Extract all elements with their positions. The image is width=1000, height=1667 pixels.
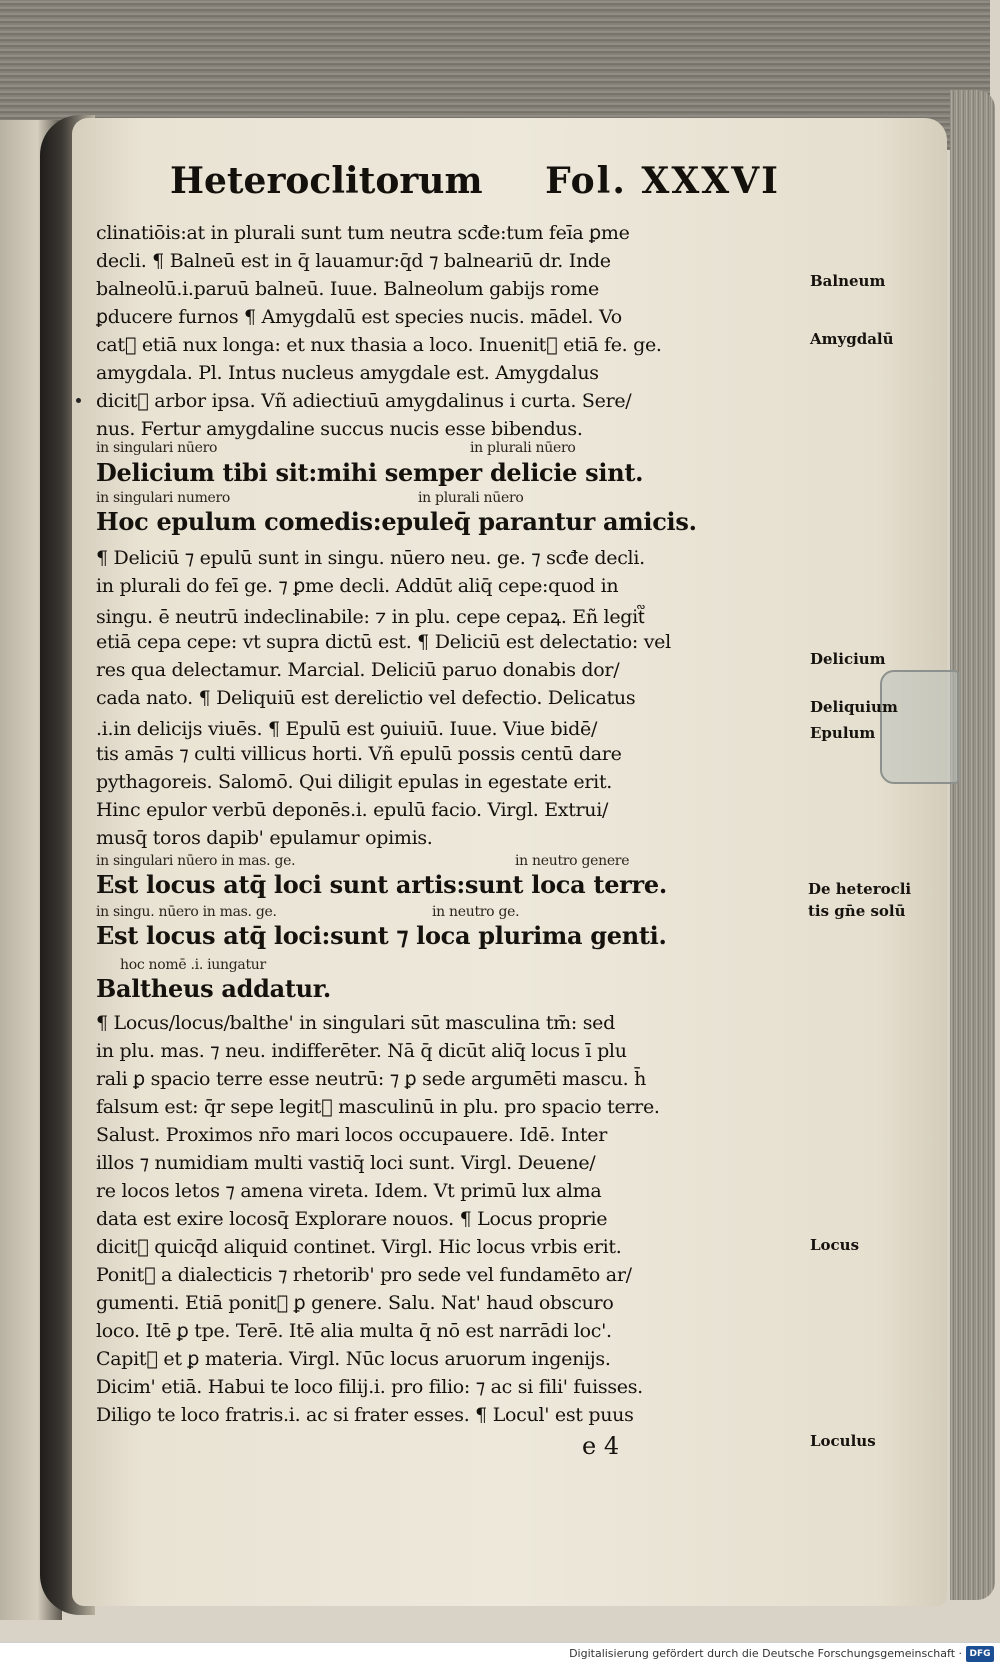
page-clip — [880, 670, 959, 784]
interlinear-gloss: in neutro genere — [515, 853, 630, 869]
text-line: in plu. mas. ⁊ neu. indifferēter. Nā q̄ dicūt aliq̄ locus ī plu — [96, 1040, 627, 1062]
header-title: Heteroclitorum — [170, 160, 483, 202]
margin-note-delicium: Delicium — [810, 650, 886, 668]
verse-line: Hoc epulum comedis:epuleq̄ parantur amicis. — [96, 507, 697, 536]
running-header — [170, 160, 780, 220]
text-line: pythagoreis. Salomō. Qui diligit epulas in egestate erit. — [96, 771, 613, 793]
page-edges-right — [950, 90, 995, 1600]
dfg-logo: DFG — [966, 1646, 994, 1662]
text-line: loco. Itē ꝑ tpe. Terē. Itē alia multa q̄ nō est narrādi loc'. — [96, 1320, 612, 1342]
text-line: illos ⁊ numidiam multi vastiq̄ loci sunt. Virgl. Deuene/ — [96, 1152, 596, 1174]
text-line: clinatiōis:at in plurali sunt tum neutra scđe:tum feīa ꝑme — [96, 222, 630, 244]
margin-note-amygdalum: Amygdalū — [810, 330, 894, 348]
text-line: singu. ē neutrū indeclinabile: ⁊ in plu. cepe cepaꝝ. Eñ legit᷑ — [96, 606, 645, 628]
signature-mark: e 4 — [582, 1432, 620, 1460]
text-line: ¶ Deliciū ⁊ epulū sunt in singu. nūero neu. ge. ⁊ scđe decli. — [96, 547, 645, 569]
text-line: etiā cepa cepe: vt supra dictū est. ¶ Deliciū est delectatio: vel — [96, 631, 671, 653]
text-line: gumenti. Etiā ponit᷑ ꝑ genere. Salu. Nat' haud obscuro — [96, 1292, 614, 1314]
text-line: nus. Fertur amygdaline succus nucis esse bibendus. — [96, 418, 583, 440]
verse-line: Delicium tibi sit:mihi semper delicie sint. — [96, 458, 644, 487]
interlinear-gloss: in neutro ge. — [432, 904, 520, 920]
text-line: Dicim' etiā. Habui te loco filij.i. pro filio: ⁊ ac si fili' fuisses. — [96, 1376, 643, 1398]
verse-line: Baltheus addatur. — [96, 974, 331, 1003]
margin-note-balneum: Balneum — [810, 272, 886, 290]
ink-mark — [76, 398, 81, 403]
text-line: Diligo te loco fratris.i. ac si frater esses. ¶ Locul' est puus — [96, 1404, 634, 1426]
verse-line: Est locus atq̄ loci:sunt ⁊ loca plurima genti. — [96, 921, 667, 950]
text-line: balneolū.i.paruū balneū. Iuue. Balneolum gabijs rome — [96, 278, 599, 300]
text-line: re locos letos ⁊ amena vireta. Idem. Vt primū lux alma — [96, 1180, 602, 1202]
margin-note-heteroclitis-cont: tis gn̄e solū — [808, 902, 906, 920]
verse-line: Est locus atq̄ loci sunt artis:sunt loca terre. — [96, 870, 667, 899]
text-line: res qua delectamur. Marcial. Deliciū paruo donabis dor/ — [96, 659, 620, 681]
margin-note-deliquium: Deliquium — [810, 698, 898, 716]
text-line: amygdala. Pl. Intus nucleus amygdale est. Amygdalus — [96, 362, 599, 384]
margin-note-locus: Locus — [810, 1236, 860, 1254]
footer-bar — [0, 1642, 1000, 1667]
text-line: Hinc epulor verbū deponēs.i. epulū facio. Virgl. Extrui/ — [96, 799, 609, 821]
text-line: musq̄ toros dapib' epulamur opimis. — [96, 827, 433, 849]
interlinear-gloss: in singulari numero — [96, 490, 231, 506]
folio-number: Fol. XXXVI — [545, 160, 780, 202]
interlinear-gloss: in singu. nūero in mas. ge. — [96, 904, 277, 920]
margin-note-heteroclitis: De heterocli — [808, 880, 912, 898]
text-line: Ponit᷑ a dialecticis ⁊ rhetorib' pro sede vel fundamēto ar/ — [96, 1264, 632, 1286]
text-line: cat᷑ etiā nux longa: et nux thasia a loco. Inuenit᷑ etiā fe. ge. — [96, 334, 662, 356]
text-line: Salust. Proximos nr̄o mari locos occupauere. Idē. Inter — [96, 1124, 608, 1146]
text-line: in plurali do feī ge. ⁊ ꝑme decli. Addūt aliq̄ cepe:quod in — [96, 575, 619, 597]
interlinear-gloss: in plurali nūero — [470, 440, 576, 456]
text-line: decli. ¶ Balneū est in q̄ lauamur:q̄d ⁊ balneariū dr. Inde — [96, 250, 611, 272]
text-line: tis amās ⁊ culti villicus horti. Vñ epulū possis centū dare — [96, 743, 622, 765]
text-line: ¶ Locus/locus/balthe' in singulari sūt masculina tm̄: sed — [96, 1012, 615, 1034]
text-line: cada nato. ¶ Deliquiū est derelictio vel defectio. Delicatus — [96, 687, 636, 709]
text-line: falsum est: q̄r sepe legit᷑ masculinū in plu. pro spacio terre. — [96, 1096, 660, 1118]
interlinear-gloss: in singulari nūero — [96, 440, 218, 456]
funding-credit: Digitalisierung gefördert durch die Deutsche Forschungsgemeinschaft · — [569, 1647, 962, 1660]
text-line: rali ꝑ spacio terre esse neutrū: ⁊ ꝑ sede argumēti mascu. h̄ — [96, 1068, 647, 1090]
text-line: dicit᷑ quicq̄d aliquid continet. Virgl. Hic locus vrbis erit. — [96, 1236, 622, 1258]
interlinear-gloss: in singulari nūero in mas. ge. — [96, 853, 296, 869]
text-line: .i.in delicijs viuēs. ¶ Epulū est ꝯuiuiū. Iuue. Viue bidē/ — [96, 718, 598, 740]
interlinear-gloss: in plurali nūero — [418, 490, 524, 506]
text-line: dicit᷑ arbor ipsa. Vñ adiectiuū amygdalinus i curta. Sere/ — [96, 390, 632, 412]
margin-note-loculus: Loculus — [810, 1432, 876, 1450]
text-line: data est exire locosq̄ Explorare nouos. ¶ Locus proprie — [96, 1208, 608, 1230]
text-line: ꝑducere furnos ¶ Amygdalū est species nucis. mādel. Vo — [96, 306, 622, 328]
margin-note-epulum: Epulum — [810, 724, 876, 742]
text-line: Capit᷑ et ꝑ materia. Virgl. Nūc locus aruorum ingenijs. — [96, 1348, 611, 1370]
interlinear-gloss: hoc nomē .i. iungatur — [120, 957, 266, 973]
